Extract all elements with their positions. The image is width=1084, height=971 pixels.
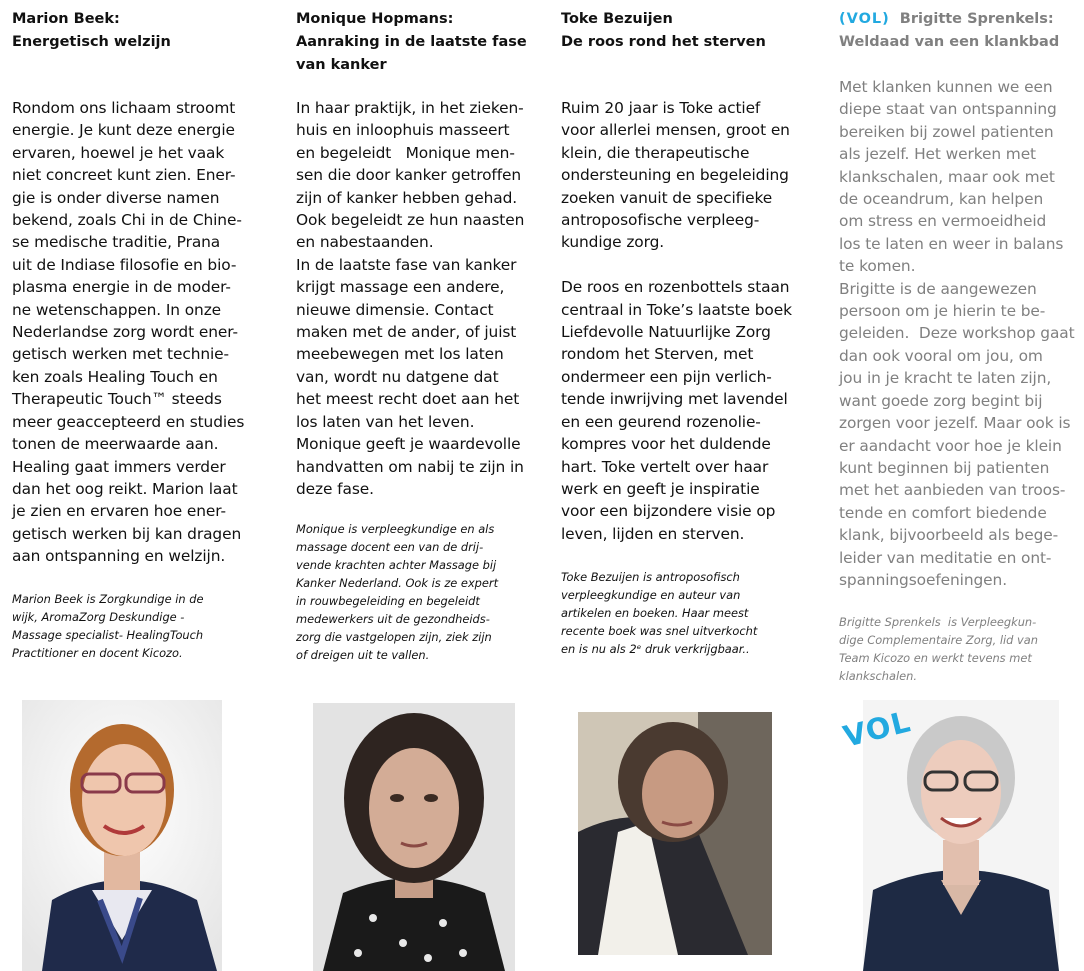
speaker-name: Brigitte Sprenkels: (899, 11, 1054, 27)
speaker-bio: Brigitte Sprenkels is Verpleegkun- dige Complementaire Zorg, lid van Team Kicozo en werkt tevens met klankschalen. (839, 615, 1038, 683)
speaker-bio: Toke Bezuijen is antroposofisch verpleegkundige en auteur van artikelen en boeken. Haar meest recente boek was snel uitverkocht en is nu als 2ᵉ druk verkrijgbaar.. (561, 570, 758, 656)
speaker-photo-marion (22, 700, 222, 971)
workshop-title (561, 8, 766, 54)
workshop-title (839, 8, 1059, 54)
speaker-name: Marion Beek: (12, 11, 120, 27)
workshop-title (12, 8, 171, 54)
speaker-photo-monique (313, 703, 515, 971)
speaker-bio: Marion Beek is Zorgkundige in de wijk, AromaZorg Deskundige - Massage specialist- HealingTouch Practitioner en docent Kicozo. (12, 592, 204, 660)
workshop-title (296, 8, 527, 77)
full-badge: (VOL) (839, 11, 890, 27)
speaker-photo-toke (578, 712, 772, 955)
workshop-subtitle: Aanraking in de laatste fase (296, 34, 527, 50)
speaker-name: Toke Bezuijen (561, 11, 673, 27)
workshop-description: Rondom ons lichaam stroomt energie. Je kunt deze energie ervaren, hoewel je het vaak niet concreet kunt zien. Ener- gie is onder diverse namen bekend, zoals Chi in de Chine- se medische traditie, Prana uit de Indiase filosofie en bio- plasma energie in de moder- ne wetenschappen. In onze Nederlandse zorg wordt ener- getisch werken met technie- ken zoals Healing Touch en Therapeutic Touch™ steeds meer geaccepteerd en studies tonen de meerwaarde aan. Healing gaat immers verder dan het oog reikt. Marion laat je zien en ervaren hoe ener- getisch werken bij kan dragen aan ontspanning en welzijn. (12, 99, 245, 566)
workshop-subtitle-line3: van kanker (296, 57, 387, 73)
speaker-bio: Monique is verpleegkundige en als massage docent een van de drij- vende krachten achter Massage bij Kanker Nederland. Ook is ze expert in rouwbegeleiding en begeleidt medewerkers uit de gezondheids- zorg die vastgelopen zijn, ziek zijn of dreigen uit te vallen. (296, 522, 499, 662)
workshop-subtitle: De roos rond het sterven (561, 34, 766, 50)
speaker-name: Monique Hopmans: (296, 11, 454, 27)
workshop-description: Met klanken kunnen we een diepe staat van ontspanning bereiken bij zowel patienten als jezelf. Het werken met klankschalen, maar ook met de oceandrum, kan helpen om stress en vermoeidheid los te laten en weer in balans te komen. Brigitte is de aangewezen persoon om je hierin te be- geleiden. Deze workshop gaat dan ook vooral om jou, om jou in je kracht te laten zijn, want goede zorg begint bij zorgen voor jezelf. Maar ook is er aandacht voor hoe je klein kunt beginnen bij patienten met het aanbieden van troos- tende en comfort biedende klank, bijvoorbeeld als bege- leider van meditatie en ont- spanningsoefeningen. (839, 78, 1075, 589)
workshop-subtitle: Weldaad van een klankbad (839, 34, 1060, 50)
workshop-description: Ruim 20 jaar is Toke actief voor allerlei mensen, groot en klein, die therapeutische ondersteuning en begeleiding zoeken vanuit de specifieke antroposofische verpleeg- kundige zorg. De roos en rozenbottels staan centraal in Toke’s laatste boek Liefdevolle Natuurlijke Zorg rondom het Sterven, met ondermeer een pijn verlich- tende inwrijving met lavendel en een geurend rozenolie- kompres voor het duldende hart. Toke vertelt over haar werk en geeft je inspiratie voor een bijzondere visie op leven, lijden en sterven. (561, 99, 792, 543)
workshop-description: In haar praktijk, in het zieken- huis en inloophuis masseert en begeleidt Monique men- sen die door kanker getroffen zijn of kanker hebben gehad. Ook begeleidt ze hun naasten en nabestaanden. In de laatste fase van kanker krijgt massage een andere, nieuwe dimensie. Contact maken met de ander, of juist meebewegen met los laten van, wordt nu datgene dat het meest recht doet aan het los laten van het leven. Monique geeft je waardevolle handvatten om nabij te zijn in deze fase. (296, 99, 525, 498)
workshop-subtitle: Energetisch welzijn (12, 34, 171, 50)
full-stamp: VOL (839, 704, 915, 754)
speaker-name-line (839, 8, 1059, 31)
